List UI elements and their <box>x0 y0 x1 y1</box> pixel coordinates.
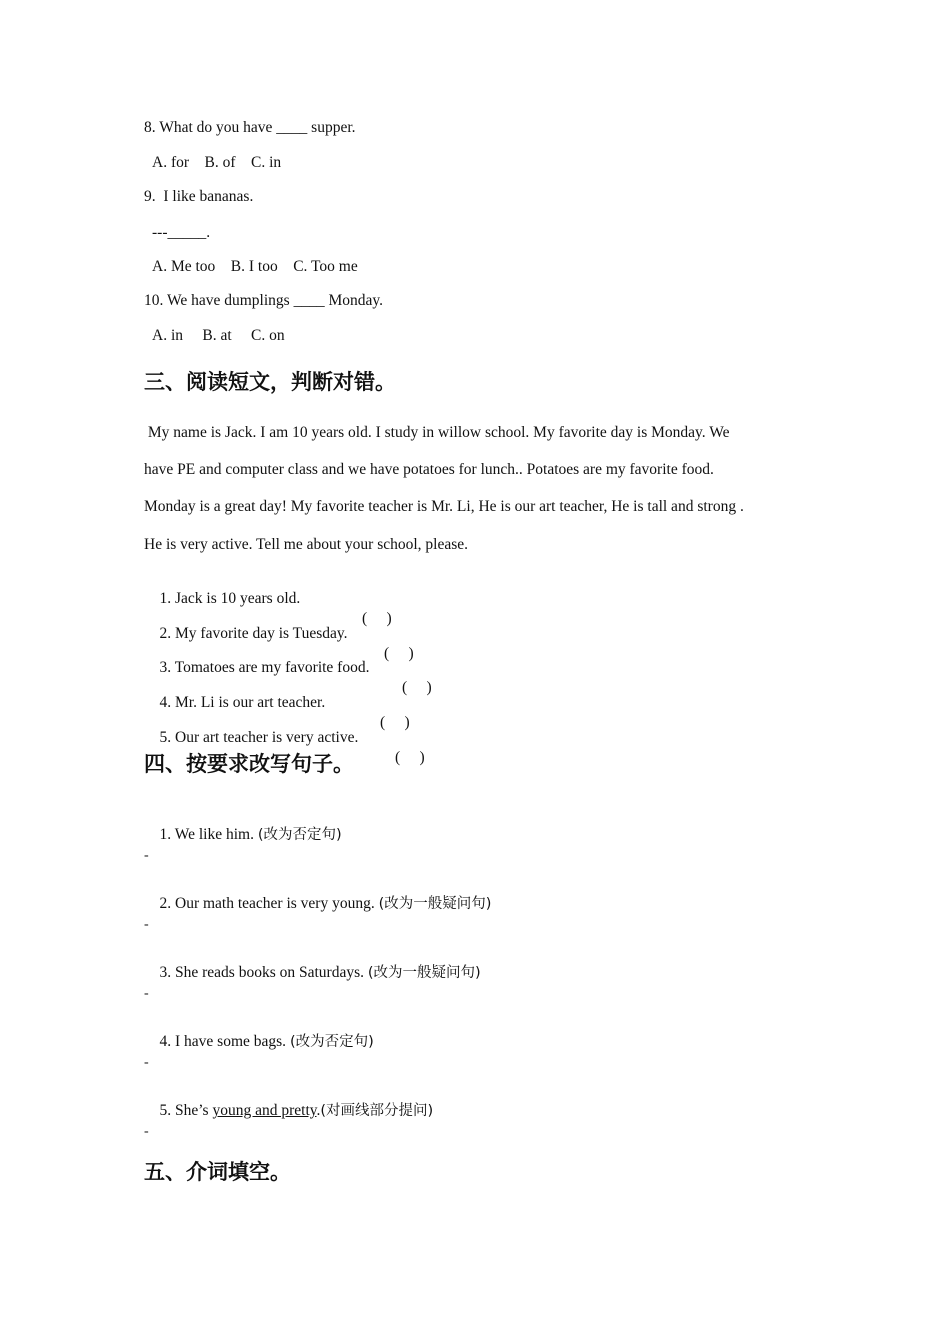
rewrite-2-answer: - <box>144 917 149 932</box>
statement-3-text: 3. Tomatoes are my favorite food. <box>159 659 370 676</box>
question-10: 10. We have dumplings ____ Monday. <box>144 292 383 309</box>
passage-line-2: have PE and computer class and we have potatoes for lunch.. Potatoes are my favorite food. <box>144 461 714 478</box>
question-9: 9. I like bananas. <box>144 188 254 205</box>
statement-1-blank: ( ) <box>362 610 392 627</box>
rewrite-5-answer: - <box>144 1124 149 1139</box>
question-8: 8. What do you have ____ supper. <box>144 119 356 136</box>
rewrite-2-instruction: (改为一般疑问句) <box>378 896 492 912</box>
rewrite-5-underlined: young and pretty <box>212 1102 317 1119</box>
rewrite-4 <box>144 1012 374 1072</box>
section-5-heading: 五、介词填空。 <box>144 1160 291 1184</box>
rewrite-4-answer: - <box>144 1055 149 1070</box>
question-8-options: A. for B. of C. in <box>152 154 282 171</box>
statement-2-text: 2. My favorite day is Tuesday. <box>159 625 348 642</box>
rewrite-5-instruction: (对画线部分提问) <box>320 1103 434 1119</box>
statement-1-text: 1. Jack is 10 years old. <box>159 590 301 607</box>
passage-line-3: Monday is a great day! My favorite teacher is Mr. Li, He is our art teacher, He is tall and strong . <box>144 498 744 515</box>
statement-2-blank: ( ) <box>384 645 414 662</box>
rewrite-4-text: 4. I have some bags. <box>159 1033 290 1050</box>
section-3-heading: 三、阅读短文，判断对错。 <box>144 370 396 394</box>
section-4-heading: 四、按要求改写句子。 <box>144 752 354 776</box>
rewrite-2-text: 2. Our math teacher is very young. <box>159 895 379 912</box>
statement-5-blank: ( ) <box>395 749 425 766</box>
rewrite-1-text: 1. We like him. <box>159 826 258 843</box>
rewrite-5-suffix: . <box>316 1102 321 1119</box>
passage-line-4: He is very active. Tell me about your school, please. <box>144 536 469 553</box>
rewrite-3-text: 3. She reads books on Saturdays. <box>159 964 368 981</box>
statement-4-blank: ( ) <box>380 714 410 731</box>
statement-4-text: 4. Mr. Li is our art teacher. <box>159 694 326 711</box>
rewrite-3 <box>144 943 481 1003</box>
rewrite-2 <box>144 874 491 934</box>
rewrite-4-instruction: (改为否定句) <box>289 1034 374 1050</box>
question-9-options: A. Me too B. I too C. Too me <box>152 258 358 275</box>
rewrite-1-answer: - <box>144 848 149 863</box>
question-10-options: A. in B. at C. on <box>152 327 285 344</box>
question-9-answer-line: ---_____. <box>152 224 211 241</box>
statement-5-text: 5. Our art teacher is very active. <box>159 729 359 746</box>
rewrite-3-instruction: (改为一般疑问句) <box>367 965 481 981</box>
rewrite-1 <box>144 805 342 865</box>
rewrite-5-prefix: 5. She’s <box>159 1102 213 1119</box>
statement-3-blank: ( ) <box>402 679 432 696</box>
rewrite-5 <box>144 1081 433 1141</box>
passage-line-1: My name is Jack. I am 10 years old. I study in willow school. My favorite day is Monday. We <box>144 424 730 441</box>
rewrite-3-answer: - <box>144 986 149 1001</box>
rewrite-1-instruction: (改为否定句) <box>257 827 342 843</box>
